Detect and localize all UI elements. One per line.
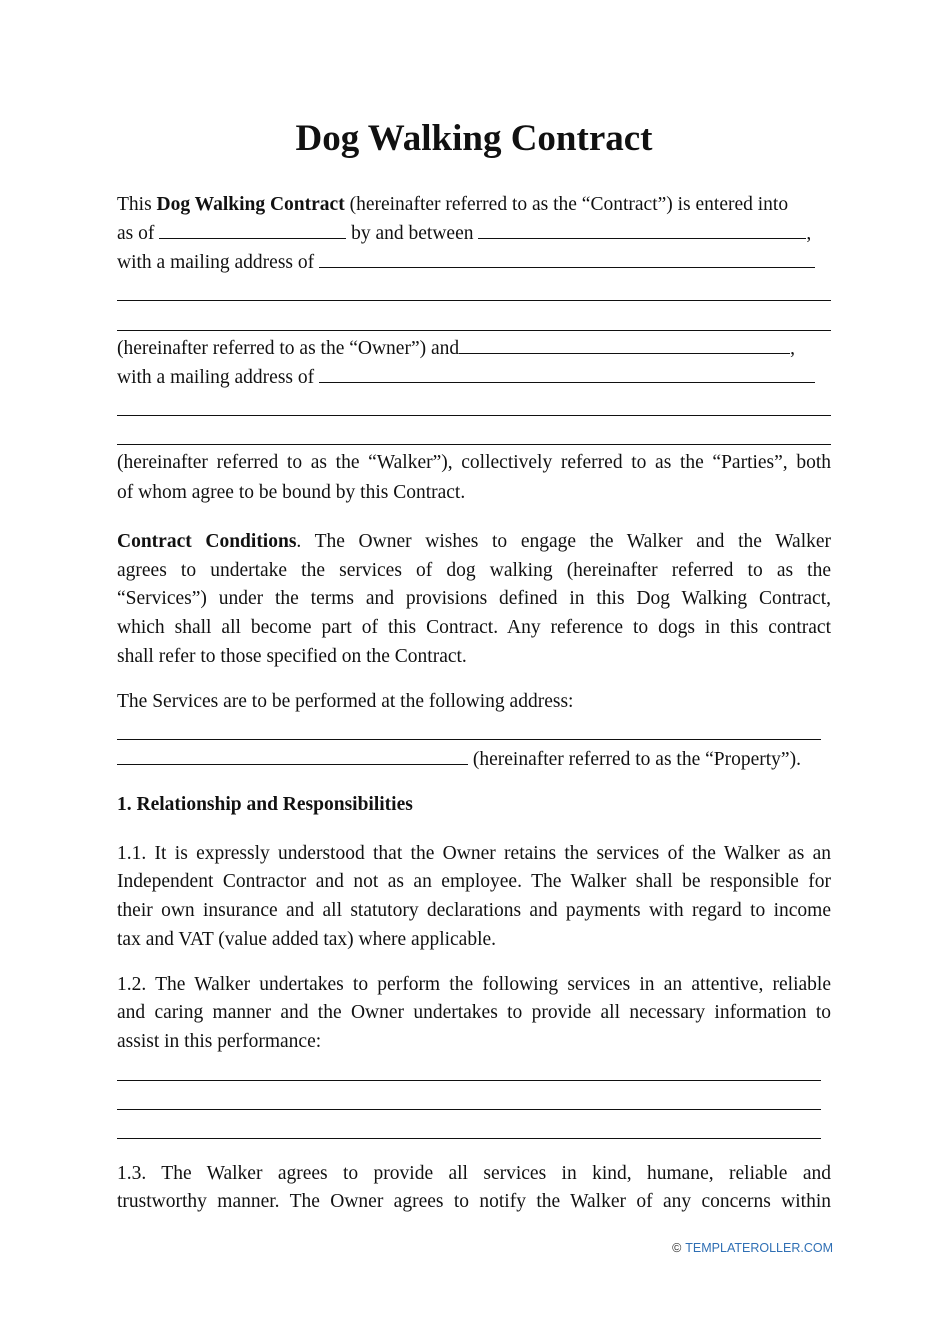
clause-1-3-line-1: 1.3. The Walker agrees to provide all services in kind, humane, reliable and [117,1163,831,1184]
conditions-line-1: Contract Conditions. The Owner wishes to engage the Walker and the Walker [117,531,832,552]
clause-1-1-line-3: their own insurance and all statutory declarations and payments with regard to income [117,900,831,921]
clause-1-1-line-2: Independent Contractor and not as an employee. The Walker shall be responsible for [117,871,831,892]
owner-name-blank[interactable] [478,220,806,239]
brand-link[interactable]: TEMPLATEROLLER.COM [685,1241,833,1255]
walker-address-line-3[interactable] [117,444,831,445]
property-address-line-1[interactable] [117,739,821,740]
clause-1-1-line-4: tax and VAT (value added tax) where applicable. [117,929,497,950]
clause-1-3-line-2: trustworthy manner. The Owner agrees to notify the Walker of any concerns within [117,1191,831,1212]
property-line: (hereinafter referred to as the “Property”). [117,745,831,774]
services-blank-2[interactable] [117,1109,821,1110]
owner-ref-line: (hereinafter referred to as the “Owner”) and , [117,334,831,363]
clause-1-2-line-1: 1.2. The Walker undertakes to perform the following services in an attentive, reliable [117,974,831,995]
walker-address-blank[interactable] [319,364,815,383]
footer-brand[interactable] [672,1241,833,1255]
conditions-label: Contract Conditions [117,531,297,552]
services-blank-3[interactable] [117,1138,821,1139]
walker-ref-line-2: of whom agree to be bound by this Contract. [117,482,466,503]
conditions-line-4: which shall all become part of this Contract. Any reference to dogs in this contract [117,617,831,638]
contract-name-bold: Dog Walking Contract [156,194,345,215]
document-title: Dog Walking Contract [295,118,653,159]
owner-address-line-3[interactable] [117,330,831,331]
conditions-line-3: “Services”) under the terms and provisions defined in this Dog Walking Contract, [117,588,831,609]
walker-name-blank[interactable] [459,335,790,354]
clause-1-2-line-3: assist in this performance: [117,1031,322,1052]
conditions-line-2: agrees to undertake the services of dog walking (hereinafter referred to as the [117,560,831,581]
walker-ref-line-1: (hereinafter referred to as the “Walker”), collectively referred to as the “Parties”, both [117,452,831,473]
property-address-blank[interactable] [117,746,468,765]
owner-address-blank[interactable] [319,249,815,268]
clause-1-2-line-2: and caring manner and the Owner undertakes to provide all necessary information to [117,1002,831,1023]
walker-mailing-line: with a mailing address of [117,363,831,392]
intro-line-2: as of by and between , [117,219,831,248]
services-blank-1[interactable] [117,1080,821,1081]
conditions-line-5: shall refer to those specified on the Contract. [117,646,467,667]
intro-line-1: This Dog Walking Contract (hereinafter referred to as the “Contract”) is entered into [117,194,789,215]
copyright-icon: © [672,1241,682,1255]
address-lead: The Services are to be performed at the following address: [117,691,574,712]
date-blank[interactable] [159,220,346,239]
intro-line-3: with a mailing address of [117,248,831,277]
owner-address-line-2[interactable] [117,300,831,301]
clause-1-1-line-1: 1.1. It is expressly understood that the Owner retains the services of the Walker as an [117,843,831,864]
walker-address-line-2[interactable] [117,415,831,416]
section-1-heading: 1. Relationship and Responsibilities [117,794,413,815]
